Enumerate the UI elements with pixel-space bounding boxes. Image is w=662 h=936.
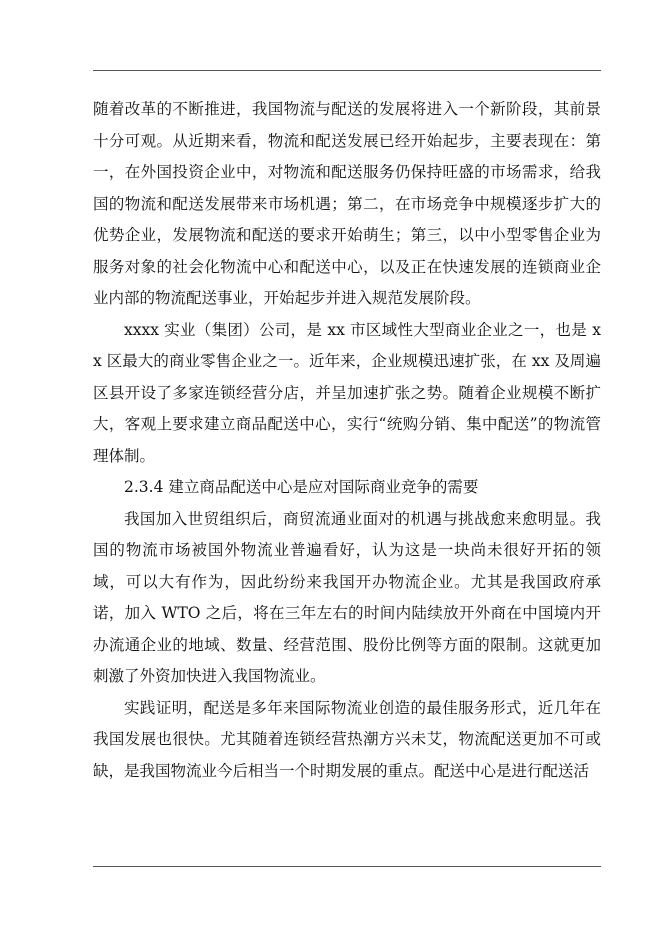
paragraph-wto: 我国加入世贸组织后，商贸流通业面对的机遇与挑战愈来愈明显。我国的物流市场被国外物流业普遍看好，认为这是一块尚未很好开拓的领域，可以大有作为，因此纷纷来我国开办物流企业。尤其是我国政府承诺，加入 WTO 之后，将在三年左右的时间内陆续放开外商在中国境内开办流通企业的地域、数量、经营范围、股份比例等方面的限制。这就更加刺激了外资加快进入我国物流业。 xyxy=(93,509,601,685)
section-heading: 2.3.4 建立商品配送中心是应对国际商业竞争的需要 xyxy=(124,478,479,496)
header-rule xyxy=(93,70,601,71)
paragraph-practice: 实践证明，配送是多年来国际物流业创造的最佳服务形式，近几年在我国发展也很快。尤其随着连锁经营热潮方兴未艾，物流配送更加不可或缺，是我国物流业今后相当一个时期发展的重点。配送中心是进行配送活 xyxy=(93,698,601,780)
footer-rule xyxy=(93,866,601,867)
document-body xyxy=(93,94,601,787)
paragraph-company-intro: xxxx 实业（集团）公司，是 xx 市区域性大型商业企业之一，也是 xx 区最大的商业零售企业之一。近年来，企业规模迅速扩张，在 xx 及周遍区县开设了多家连锁经营分店，并呈加速扩张之势。随着企业规模不断扩大，客观上要求建立商品配送中心，实行“统购分销、集中配送”的物流管理体制。 xyxy=(93,320,601,465)
paragraph-continuation: 随着改革的不断推进，我国物流与配送的发展将进入一个新阶段，其前景十分可观。从近期来看，物流和配送发展已经开始起步，主要表现在：第一，在外国投资企业中，对物流和配送服务仍保持旺盛的市场需求，给我国的物流和配送发展带来市场机遇；第二，在市场竞争中规模逐步扩大的优势企业，发展物流和配送的要求开始萌生；第三，以中小型零售企业为服务对象的社会化物流中心和配送中心，以及正在快速发展的连锁商业企业内部的物流配送事业，开始起步并进入规范发展阶段。 xyxy=(93,100,601,307)
